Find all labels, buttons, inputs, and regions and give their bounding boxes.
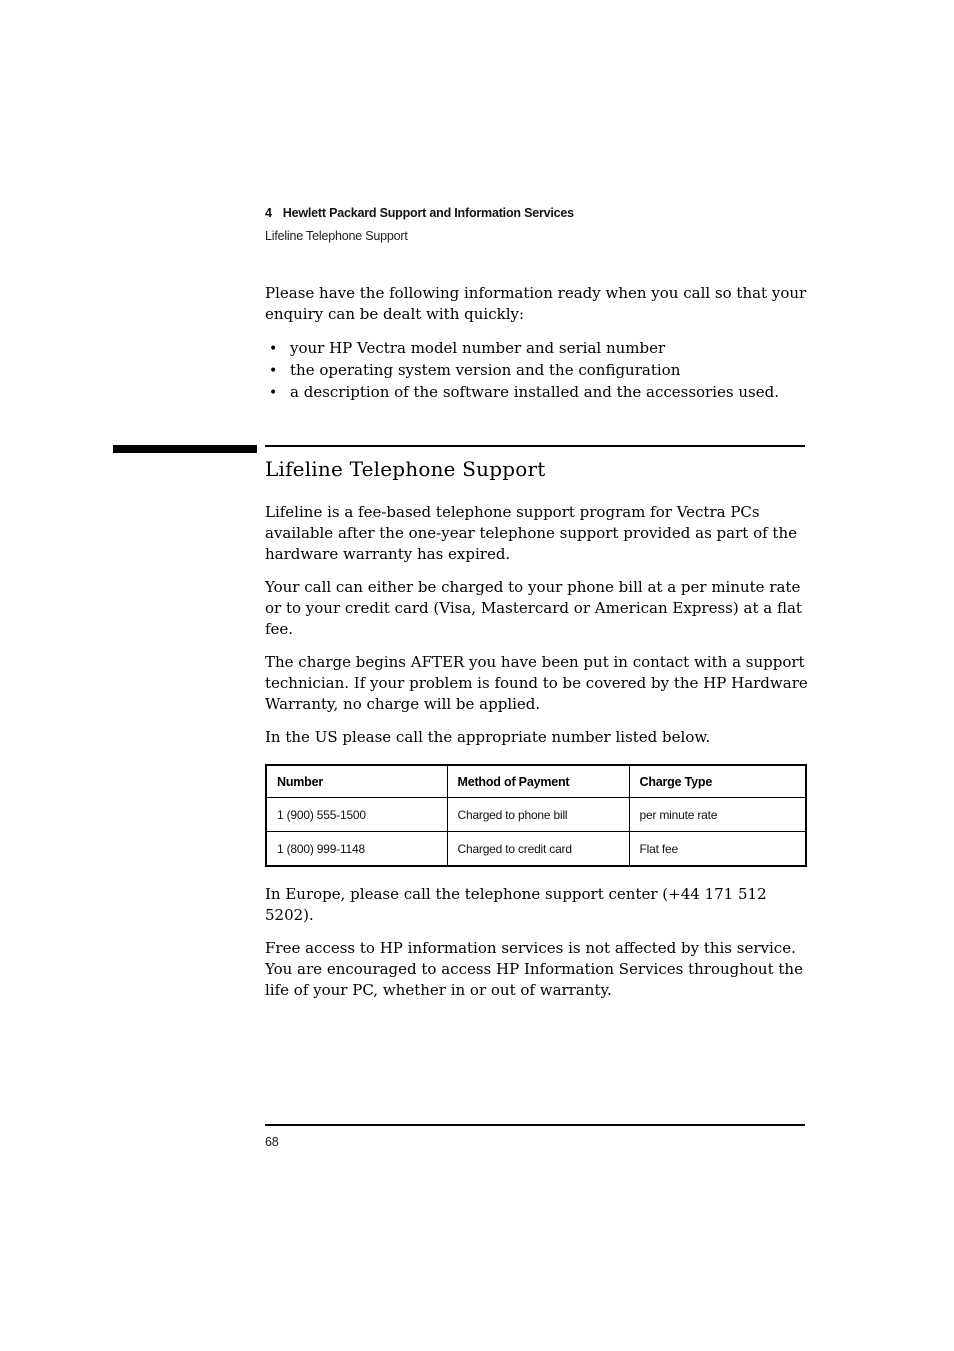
intro-block [265,283,813,404]
bullet-icon: • [269,341,278,357]
table-header-row [266,765,806,798]
section-divider-rule [265,445,805,447]
chapter-title: Hewlett Packard Support and Information Services [282,206,574,220]
body-paragraph: Free access to HP information services is not affected by this service. You are encouraged to access HP Information Services throughout the life of your PC, whether in or out of warranty. [265,939,803,999]
running-section-title: Lifeline Telephone Support [265,229,408,243]
column-header-method: Method of Payment [447,765,629,798]
list-item [265,382,813,404]
list-item-text: the operating system version and the configuration [290,361,681,379]
table-row [266,798,806,832]
page-number: 68 [265,1135,279,1149]
cell-method: Charged to phone bill [447,798,629,832]
phone-support-table [265,764,807,867]
column-header-number: Number [266,765,447,798]
page-title: Lifeline Telephone Support [265,457,546,481]
cell-charge: per minute rate [629,798,806,832]
list-item-text: your HP Vectra model number and serial number [290,339,666,357]
cell-number: 1 (800) 999-1148 [266,832,447,867]
body-paragraph: In Europe, please call the telephone support center (+44 171 512 5202). [265,885,767,924]
section-marker-bar [113,445,257,453]
body-paragraph: Your call can either be charged to your phone bill at a per minute rate or to your credit card (Visa, Mastercard or American Express) at a flat fee. [265,578,802,638]
chapter-heading [265,206,825,220]
cell-method: Charged to credit card [447,832,629,867]
bullet-icon: • [269,385,278,401]
running-header [265,206,825,243]
chapter-number: 4 [265,206,272,220]
cell-charge: Flat fee [629,832,806,867]
column-header-charge: Charge Type [629,765,806,798]
bullet-list [265,338,813,404]
cell-number: 1 (900) 555-1500 [266,798,447,832]
list-item-text: a description of the software installed and the accessories used. [290,383,779,401]
table-row [266,832,806,867]
list-item [265,338,813,360]
footer-rule [265,1124,805,1126]
bullet-icon: • [269,363,278,379]
section-body [265,456,813,1013]
body-paragraph: The charge begins AFTER you have been put in contact with a support technician. If your problem is found to be covered by the HP Hardware Warranty, no charge will be applied. [265,653,808,713]
list-item [265,360,813,382]
intro-paragraph: Please have the following information ready when you call so that your enquiry can be dealt with quickly: [265,284,807,323]
body-paragraph: In the US please call the appropriate number listed below. [265,728,711,746]
body-paragraph: Lifeline is a fee-based telephone support program for Vectra PCs available after the one-year telephone support provided as part of the hardware warranty has expired. [265,503,797,563]
